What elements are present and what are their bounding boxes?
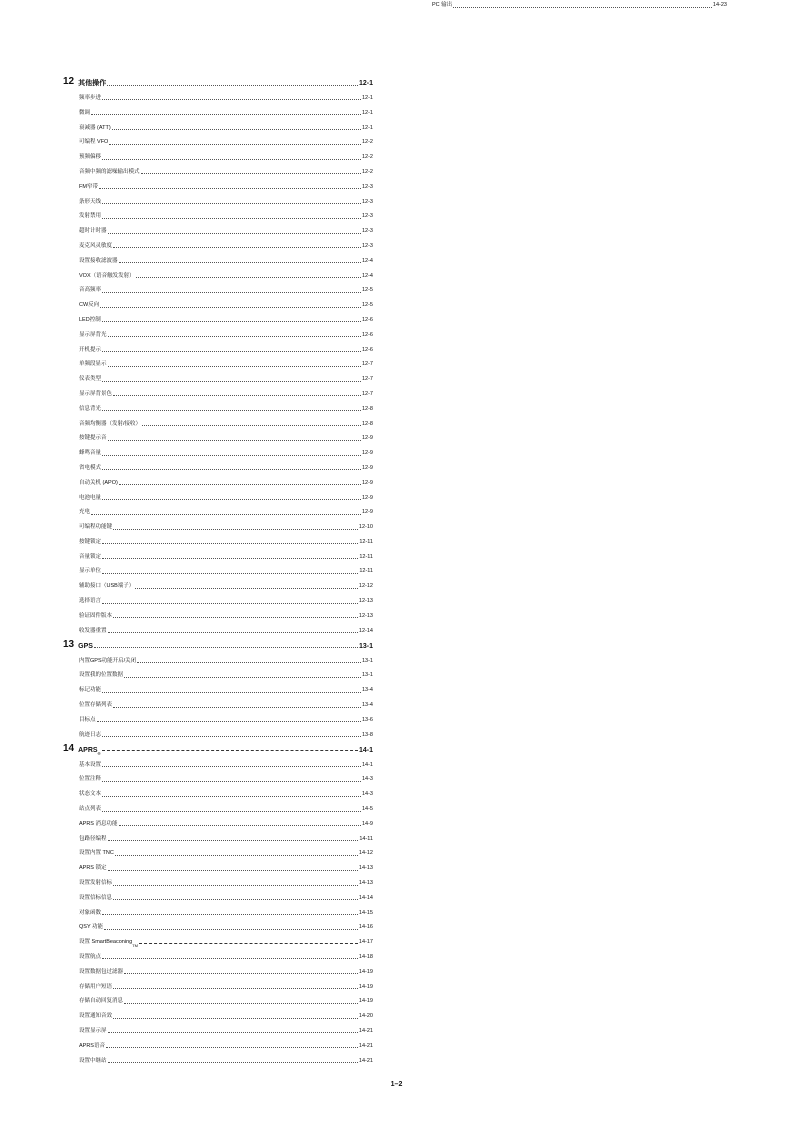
toc-entry-title: 单频段显示 <box>79 361 107 368</box>
toc-entry-page: 12-2 <box>361 168 373 175</box>
toc-entry-title: 显示屏背光 <box>79 331 107 338</box>
dot-leader <box>91 514 361 515</box>
dot-leader <box>113 885 358 886</box>
toc-entry-page: 12-4 <box>361 257 373 264</box>
toc-entry[interactable] <box>63 191 373 206</box>
toc-entry[interactable] <box>63 309 373 324</box>
toc-entry-title: 音频均衡器（发射/接收） <box>79 420 142 427</box>
toc-entry-page: 14-21 <box>358 1027 373 1034</box>
toc-entry[interactable] <box>63 724 373 739</box>
toc-entry-title: 收发器重置 <box>79 627 107 634</box>
toc-entry-title: 设置接收滤波器 <box>79 257 118 264</box>
toc-entry[interactable] <box>63 117 373 132</box>
toc-entry[interactable] <box>63 917 373 932</box>
toc-entry-page: 14-23 <box>712 2 727 8</box>
toc-entry-page: 14-20 <box>358 1013 373 1020</box>
chapter-number: 12 <box>63 76 75 88</box>
toc-entry[interactable] <box>63 428 373 443</box>
toc-entry-title: 选择语言 <box>79 598 102 605</box>
toc-entry-title: 音频中频的滤噪输出模式 <box>79 168 140 175</box>
dot-leader <box>102 292 361 293</box>
dot-leader <box>113 529 358 530</box>
toc-entry[interactable] <box>63 383 373 398</box>
toc-entry[interactable] <box>63 1020 373 1035</box>
dot-leader <box>102 455 361 456</box>
toc-entry[interactable] <box>63 161 373 176</box>
toc-entry[interactable] <box>63 102 373 117</box>
dot-leader <box>124 677 361 678</box>
dot-leader <box>104 929 358 930</box>
toc-entry-page: 12-11 <box>359 553 373 560</box>
toc-entry-title: 站点列表 <box>79 806 102 813</box>
toc-entry[interactable] <box>63 250 373 265</box>
dot-leader <box>102 958 358 959</box>
toc-entry-title: 设置我的位置数据 <box>79 672 124 679</box>
dot-leader <box>102 750 358 751</box>
dot-leader <box>102 351 361 352</box>
dot-leader <box>124 1003 358 1004</box>
dot-leader <box>113 988 358 989</box>
chapter-number: 14 <box>63 742 75 754</box>
dot-leader <box>102 781 361 782</box>
toc-entry-page: 12-9 <box>361 450 373 457</box>
chapter-number: 13 <box>63 638 75 650</box>
chapter-page: 14-1 <box>358 746 373 754</box>
toc-entry-title: 衰减器 (ATT) <box>79 124 111 131</box>
toc-entry-page: 14-19 <box>358 968 373 975</box>
dot-leader <box>102 99 361 100</box>
toc-entry-page: 12-9 <box>361 435 373 442</box>
toc-entry-page: 14-3 <box>361 776 373 783</box>
dot-leader <box>102 543 358 544</box>
dot-leader <box>115 855 358 856</box>
toc-entry-title: 省电模式 <box>79 464 102 471</box>
toc-entry-page: 12-6 <box>361 331 373 338</box>
toc-entry[interactable] <box>63 339 373 354</box>
toc-entry[interactable] <box>63 1035 373 1050</box>
toc-entry-page: 12-3 <box>361 242 373 249</box>
toc-entry-title: 按键锁定 <box>79 538 102 545</box>
dot-leader <box>99 188 361 189</box>
toc-entry-title: 蜂鸣音量 <box>79 450 102 457</box>
toc-entry-title: 设置 SmartBeaconing <box>79 939 133 946</box>
dot-leader <box>102 469 361 470</box>
toc-entry-title: 设置航点 <box>79 953 102 960</box>
toc-entry-page: 14-15 <box>358 909 373 916</box>
toc-entry-page: 12-3 <box>361 213 373 220</box>
toc-entry-title: 按键提示音 <box>79 435 107 442</box>
toc-entry-page: 12-3 <box>361 198 373 205</box>
dot-leader <box>107 85 358 86</box>
toc-entry-title: 预频偏移 <box>79 154 102 161</box>
toc-entry-page: 14-3 <box>361 791 373 798</box>
toc-entry-title: 标记功能 <box>79 687 102 694</box>
toc-entry-page: 13-8 <box>361 731 373 738</box>
toc-chapter[interactable] <box>63 635 373 650</box>
toc-entry-page: 12-3 <box>361 228 373 235</box>
dot-leader <box>141 173 361 174</box>
toc-entry-title: CW反向 <box>79 302 100 309</box>
toc-entry[interactable] <box>63 694 373 709</box>
toc-entry-page: 12-9 <box>361 479 373 486</box>
toc-entry[interactable] <box>63 783 373 798</box>
toc-entry-title: 对象函数 <box>79 909 102 916</box>
toc-entry[interactable] <box>63 176 373 191</box>
toc-entry-title: 设置显示屏 <box>79 1027 107 1034</box>
toc-entry-page: 14-21 <box>358 1042 373 1049</box>
toc-entry-title: 麦克风灵敏度 <box>79 242 113 249</box>
toc-entry-page: 14-13 <box>358 880 373 886</box>
toc-entry-title: 存储自动回复消息 <box>79 998 124 1005</box>
toc-entry-page: 12-7 <box>361 361 373 368</box>
toc-entry-page: 13-1 <box>361 657 373 664</box>
toc-entry-title: 验证固件版本 <box>79 612 113 619</box>
toc-entry[interactable] <box>63 813 373 828</box>
dot-leader <box>108 840 359 841</box>
toc-entry-title: APRS 锁定 <box>79 865 107 872</box>
toc-entry-title: 设置中继站 <box>79 1057 107 1064</box>
toc-entry-page: 12-4 <box>361 272 373 279</box>
toc-entry[interactable] <box>63 590 373 605</box>
dot-leader <box>108 1062 358 1063</box>
toc-entry[interactable] <box>63 368 373 383</box>
dot-leader <box>102 811 361 812</box>
toc-entry-page: 12-2 <box>361 154 373 161</box>
toc-entry[interactable] <box>63 902 373 917</box>
dot-leader <box>113 899 358 900</box>
toc-entry[interactable] <box>63 1050 373 1065</box>
toc-entry-page: 12-1 <box>361 109 373 116</box>
dot-leader <box>108 870 358 871</box>
toc-chapter[interactable] <box>63 72 373 87</box>
toc-entry-title: 显示屏背景色 <box>79 390 113 397</box>
toc-entry-page: 14-13 <box>358 865 373 872</box>
toc-entry[interactable] <box>63 413 373 428</box>
toc-entry[interactable] <box>63 324 373 339</box>
toc-entry-title: 自动关机 (APO) <box>79 479 118 486</box>
toc-entry[interactable] <box>63 442 373 457</box>
toc-entry-title: 显示单位 <box>79 568 102 575</box>
toc-entry-page: 13-1 <box>361 672 373 679</box>
dot-leader <box>113 395 361 396</box>
toc-entry[interactable] <box>63 502 373 517</box>
dot-leader <box>94 647 358 648</box>
toc-entry[interactable] <box>63 265 373 280</box>
toc-entry[interactable] <box>63 961 373 976</box>
toc-entry-title: APRS 消息功能 <box>79 820 118 827</box>
toc-entry-page: 12-1 <box>361 94 373 101</box>
toc-entry-page: 14-16 <box>358 924 373 931</box>
toc-entry-page: 12-14 <box>358 627 373 634</box>
toc-entry-page: 12-5 <box>361 302 373 309</box>
toc-entry-page: 12-7 <box>361 376 373 383</box>
toc-entry-page: 12-13 <box>358 612 373 619</box>
toc-entry-title: 音量锁定 <box>79 553 102 560</box>
toc-entry[interactable] <box>63 294 373 309</box>
toc-entry-page: 12-10 <box>358 524 373 531</box>
toc-entry-page: 12-9 <box>361 509 373 516</box>
toc-entry[interactable] <box>63 620 373 635</box>
dot-leader <box>108 366 361 367</box>
toc-entry[interactable] <box>63 679 373 694</box>
toc-entry-page: 14-5 <box>361 806 373 813</box>
dot-leader <box>91 114 361 115</box>
toc-entry-page: 13-4 <box>361 702 373 709</box>
toc-entry-title: 包路径编程 <box>79 835 107 842</box>
toc-entry[interactable]: 设置 SmartBeaconing TM 14-17 <box>79 939 373 949</box>
toc-entry[interactable] <box>63 665 373 680</box>
page-number: 1–2 <box>390 1081 403 1088</box>
toc-entry[interactable] <box>63 857 373 872</box>
toc-entry[interactable] <box>63 87 373 102</box>
dot-leader <box>108 440 361 441</box>
toc-entry[interactable] <box>63 546 373 561</box>
toc-entry[interactable] <box>63 132 373 147</box>
dot-leader <box>102 766 361 767</box>
dot-leader <box>108 1032 358 1033</box>
toc-entry-title: 设置通知音效 <box>79 1013 113 1020</box>
toc-entry[interactable] <box>63 605 373 620</box>
toc-entry-title: 目标点 <box>79 716 96 723</box>
dot-leader <box>97 721 361 722</box>
toc-entry-page: 14-18 <box>358 953 373 960</box>
toc-entry-page: 14-9 <box>361 820 373 827</box>
chapter-page: 13-1 <box>358 642 373 650</box>
toc-entry-page: 13-4 <box>361 687 373 694</box>
dot-leader <box>109 144 361 145</box>
toc-entry-title: 设置发射信标 <box>79 880 113 886</box>
dot-leader <box>108 632 358 633</box>
toc-entry[interactable] <box>63 887 373 902</box>
toc-entry-page: 12-2 <box>361 139 373 146</box>
toc-entry[interactable] <box>63 531 373 546</box>
toc-entry-page: 12-11 <box>359 568 373 575</box>
toc-entry-page: 12-5 <box>361 287 373 294</box>
table-of-contents <box>63 72 373 1065</box>
toc-entry-page: 12-7 <box>361 390 373 397</box>
toc-entry[interactable] <box>63 472 373 487</box>
toc-entry-title: LED控制 <box>79 316 101 323</box>
dot-leader <box>108 336 361 337</box>
toc-entry-page: 12-1 <box>361 124 373 131</box>
toc-entry-page: 14-19 <box>358 998 373 1005</box>
dot-leader <box>102 573 358 574</box>
toc-entry-title: 开机提示 <box>79 346 102 353</box>
toc-entry-page: 12-8 <box>361 420 373 427</box>
toc-entry-title: APRS语音 <box>79 1042 105 1049</box>
chapter-title: GPS <box>78 642 93 650</box>
dot-leader <box>100 307 361 308</box>
toc-entry-page: 14-21 <box>358 1057 373 1064</box>
toc-entry-title: 存储用户短语 <box>79 983 113 990</box>
toc-entry[interactable] <box>63 798 373 813</box>
toc-entry-title: 内置GPS功能开启/关闭 <box>79 657 137 664</box>
toc-entry-title: 充电 <box>79 509 91 516</box>
toc-entry[interactable] <box>63 1005 373 1020</box>
toc-entry-page: 12-6 <box>361 346 373 353</box>
dot-leader <box>142 425 361 426</box>
toc-entry-title: 微调 <box>79 109 91 116</box>
toc-entry-page: 14-14 <box>358 894 373 901</box>
toc-entry-title: 位置存储列表 <box>79 702 113 709</box>
toc-entry[interactable] <box>63 754 373 769</box>
dot-leader <box>136 277 361 278</box>
toc-entry-title: 航迹日志 <box>79 731 102 738</box>
chapter-title: APRS <box>78 746 98 754</box>
toc-entry-title: 可编程 VFO <box>79 139 109 146</box>
dot-leader <box>102 159 361 160</box>
dot-leader <box>124 973 358 974</box>
toc-entry-title: 设置内置 TNC <box>79 850 114 857</box>
toc-entry[interactable] <box>63 487 373 502</box>
toc-entry-title: 辅助接口（USB端子） <box>79 583 135 590</box>
toc-entry-title: 发射禁用 <box>79 213 102 220</box>
dot-leader <box>113 707 361 708</box>
dot-leader <box>102 381 361 382</box>
dot-leader <box>119 484 361 485</box>
toc-entry-title: 设置数据包过滤器 <box>79 968 124 975</box>
toc-entry-page: 12-13 <box>358 598 373 605</box>
dot-leader <box>102 796 361 797</box>
dot-leader <box>102 499 361 500</box>
toc-entry[interactable] <box>63 828 373 843</box>
dot-leader <box>102 914 358 915</box>
toc-entry[interactable] <box>63 946 373 961</box>
toc-entry-title: 音高频率 <box>79 287 102 294</box>
toc-entry-page: 14-11 <box>359 835 373 842</box>
dot-leader <box>137 662 361 663</box>
toc-entry[interactable] <box>63 206 373 221</box>
dot-leader <box>102 558 358 559</box>
toc-entry-title: 仪表类型 <box>79 376 102 383</box>
toc-entry-title: VOX（语音触发发射） <box>79 272 135 279</box>
toc-entry-page: 14-1 <box>361 761 373 768</box>
toc-entry[interactable] <box>63 457 373 472</box>
dot-leader <box>106 1047 358 1048</box>
toc-entry-title: 状态文本 <box>79 791 102 798</box>
toc-entry-page: 14-17 <box>358 939 373 946</box>
toc-entry[interactable] <box>63 843 373 858</box>
toc-entry-title: PC 输出 <box>432 2 453 8</box>
toc-entry-page: 14-12 <box>358 850 373 857</box>
toc-entry[interactable] <box>63 280 373 295</box>
dot-leader <box>102 736 361 737</box>
toc-entry-title: 信息背光 <box>79 405 102 412</box>
toc-entry-title: FM窄带 <box>79 183 98 190</box>
dot-leader <box>453 7 712 8</box>
toc-entry[interactable] <box>63 769 373 784</box>
chapter-page: 12-1 <box>358 80 373 88</box>
toc-entry-page: 14-19 <box>358 983 373 990</box>
toc-entry-page: 12-6 <box>361 316 373 323</box>
dot-leader <box>102 603 358 604</box>
toc-entry[interactable] <box>63 650 373 665</box>
toc-entry[interactable] <box>63 354 373 369</box>
toc-entry[interactable] <box>63 976 373 991</box>
toc-entry[interactable] <box>63 220 373 235</box>
toc-entry[interactable] <box>63 872 373 887</box>
dot-leader <box>112 129 361 130</box>
dot-leader <box>139 943 358 944</box>
toc-entry[interactable] <box>63 709 373 724</box>
toc-entry[interactable] <box>63 991 373 1006</box>
toc-entry-page: 12-3 <box>361 183 373 190</box>
toc-entry-page: 12-9 <box>361 464 373 471</box>
toc-entry-page: 12-12 <box>358 583 373 590</box>
toc-entry[interactable] <box>63 235 373 250</box>
toc-entry-page: 12-11 <box>359 538 373 545</box>
dot-leader <box>102 321 361 322</box>
toc-entry-title: 设置信标信息 <box>79 894 113 901</box>
toc-entry-title: 电池电量 <box>79 494 102 501</box>
toc-entry-title: 条形天线 <box>79 198 102 205</box>
toc-entry[interactable] <box>63 398 373 413</box>
dot-leader <box>102 218 361 219</box>
dot-leader <box>113 617 358 618</box>
dot-leader <box>102 203 361 204</box>
dot-leader <box>113 247 361 248</box>
dot-leader <box>102 410 361 411</box>
toc-entry-title: 超时计时器 <box>79 228 107 235</box>
dot-leader <box>135 588 358 589</box>
dot-leader <box>113 1018 358 1019</box>
toc-entry-title: QSY 功能 <box>79 924 104 931</box>
toc-entry[interactable] <box>63 146 373 161</box>
toc-entry[interactable] <box>63 516 373 531</box>
dot-leader <box>119 825 361 826</box>
toc-entry-title: 可编程功能键 <box>79 524 113 531</box>
toc-entry-pc-output[interactable] <box>432 2 727 9</box>
toc-chapter[interactable]: 14 APRS ® 14-1 <box>63 742 373 756</box>
toc-entry[interactable] <box>63 575 373 590</box>
toc-entry[interactable] <box>63 561 373 576</box>
toc-entry-page: 12-8 <box>361 405 373 412</box>
toc-entry-title: 频率步进 <box>79 94 102 101</box>
toc-entry-page: 13-6 <box>361 716 373 723</box>
chapter-title: 其他操作 <box>78 80 107 88</box>
toc-entry-title: 位置注释 <box>79 776 102 783</box>
dot-leader <box>108 233 361 234</box>
dot-leader <box>102 692 361 693</box>
dot-leader <box>119 262 361 263</box>
toc-entry-title: 基本设置 <box>79 761 102 768</box>
toc-entry-page: 12-9 <box>361 494 373 501</box>
